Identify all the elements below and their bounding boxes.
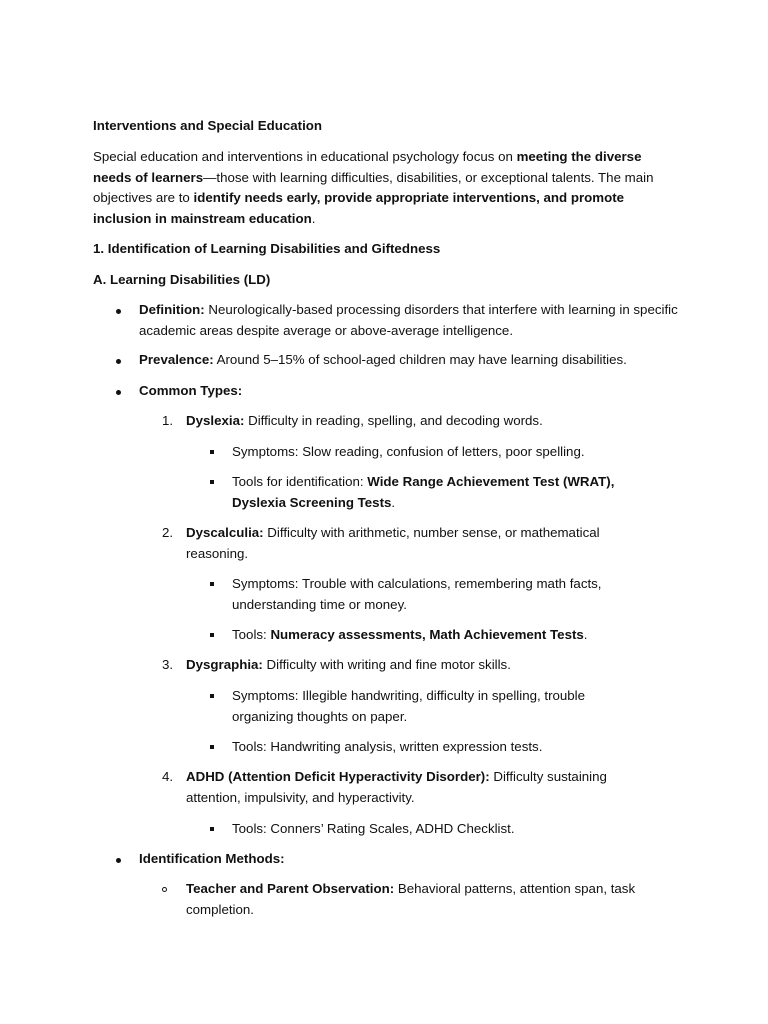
dyslexia-text: Difficulty in reading, spelling, and decoding words. (244, 413, 543, 428)
prevalence-text: Around 5–15% of school-aged children may have learning disabilities. (213, 352, 627, 367)
dyslexia-label: Dyslexia: (186, 413, 245, 428)
dyslexia-tools-suffix: . (391, 494, 396, 510)
dysgraphia-label: Dysgraphia: (186, 657, 263, 672)
dyslexia-tools (232, 472, 652, 513)
dyslexia-tools-bold: Wide Range Achievement Test (WRAT), Dyslexia Screening Tests (232, 474, 615, 510)
section-heading-1: 1. Identification of Learning Disabilities and Giftedness (93, 241, 441, 256)
list-number: 1. (162, 413, 174, 428)
adhd-tools: Tools: Conners’ Rating Scales, ADHD Checklist. (232, 821, 515, 836)
list-item-dysgraphia (186, 655, 676, 676)
intro-bold-1: meeting the diverse needs of learners (93, 149, 642, 185)
dyslexia-tools-prefix: Tools for identification: (232, 474, 368, 489)
bullet-square-icon (210, 694, 214, 698)
list-item-prevalence (139, 350, 679, 371)
list-item-dyscalculia (186, 523, 656, 564)
method-teacher-parent-observation (186, 879, 666, 920)
prevalence-label: Prevalence: (139, 352, 214, 367)
list-number: 4. (162, 769, 174, 784)
dysgraphia-text: Difficulty with writing and fine motor skills. (262, 657, 511, 672)
intro-paragraph (93, 147, 678, 229)
bullet-dot-icon (116, 858, 121, 863)
dyscalculia-text: Difficulty with arithmetic, number sense, or mathematical reasoning. (186, 525, 600, 561)
adhd-text: Difficulty sustaining attention, impulsivity, and hyperactivity. (186, 769, 607, 805)
bullet-square-icon (210, 633, 214, 637)
list-number: 3. (162, 657, 174, 672)
bullet-square-icon (210, 827, 214, 831)
bullet-dot-icon (116, 309, 121, 314)
dyscalculia-label: Dyscalculia: (186, 525, 264, 540)
dysgraphia-symptoms: Symptoms: Illegible handwriting, difficulty in spelling, trouble organizing thoughts on paper. (232, 688, 586, 724)
list-item-dyslexia (186, 411, 676, 432)
adhd-label: ADHD (Attention Deficit Hyperactivity Disorder): (186, 769, 490, 784)
bullet-square-icon (210, 480, 214, 484)
list-number: 2. (162, 525, 174, 540)
subsection-heading-a: A. Learning Disabilities (LD) (93, 272, 271, 287)
bullet-circle-icon (162, 887, 167, 892)
dyslexia-symptoms: Symptoms: Slow reading, confusion of letters, poor spelling. (232, 444, 585, 459)
dyscalculia-tools-bold: Numeracy assessments, Math Achievement Tests (270, 627, 584, 642)
dyscalculia-symptoms: Symptoms: Trouble with calculations, remembering math facts, understanding time or money. (232, 576, 602, 612)
intro-text-1: Special education and interventions in educational psychology focus on (93, 149, 517, 164)
dysgraphia-tools: Tools: Handwriting analysis, written expression tests. (232, 739, 543, 754)
dyscalculia-tools-suffix: . (583, 627, 588, 642)
bullet-dot-icon (116, 359, 121, 364)
method-text: Behavioral patterns, attention span, task completion. (186, 881, 636, 917)
bullet-square-icon (210, 745, 214, 749)
method-label: Teacher and Parent Observation: (186, 881, 395, 896)
bullet-square-icon (210, 450, 214, 454)
definition-text: Neurologically-based processing disorders that interfere with learning in specific academic areas despite average or above-average intelligence. (139, 302, 678, 338)
list-item-definition (139, 300, 679, 341)
definition-label: Definition: (139, 302, 205, 317)
intro-text-2: —those with learning difficulties, disabilities, or exceptional talents. The main objectives are to (93, 169, 654, 206)
dyscalculia-tools (232, 625, 672, 646)
list-item-adhd (186, 767, 646, 808)
document-title: Interventions and Special Education (93, 118, 323, 133)
dyscalculia-tools-prefix: Tools: (232, 627, 271, 642)
list-item-common-types: Common Types: (139, 383, 243, 398)
intro-text-3: . (311, 210, 316, 226)
list-item-identification-methods: Identification Methods: (139, 851, 285, 866)
bullet-square-icon (210, 582, 214, 586)
bullet-dot-icon (116, 390, 121, 395)
intro-bold-2: identify needs early, provide appropriate interventions, and promote inclusion in mainstream education (93, 190, 625, 226)
